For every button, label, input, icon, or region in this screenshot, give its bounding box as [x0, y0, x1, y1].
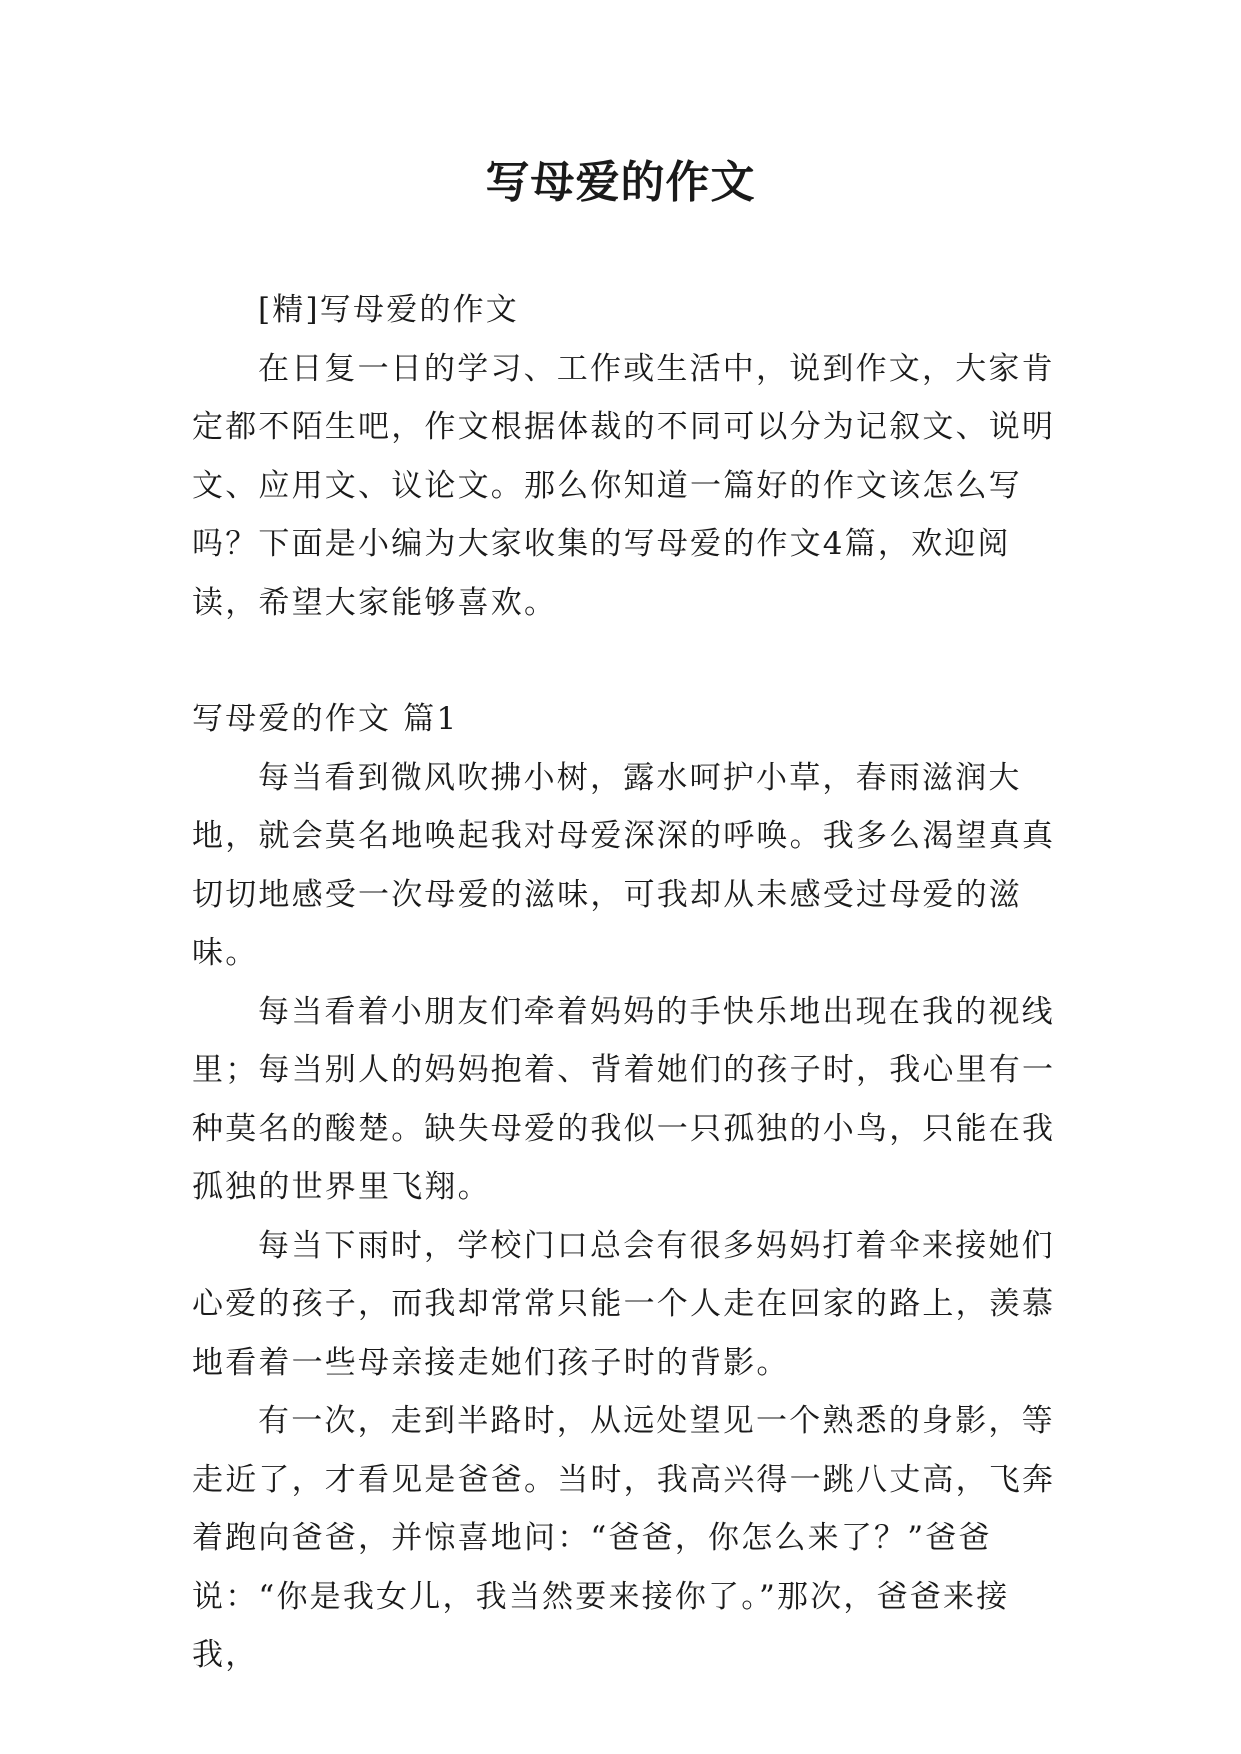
- essay-paragraph: 每当下雨时，学校门口总会有很多妈妈打着伞来接她们心爱的孩子，而我却常常只能一个人走在回家的路上，羡慕地看着一些母亲接走她们孩子时的背影。: [192, 1227, 1056, 1381]
- document-title: 写母爱的作文: [485, 157, 756, 208]
- essay-paragraph: 每当看着小朋友们牵着妈妈的手快乐地出现在我的视线里；每当别人的妈妈抱着、背着她们的孩子时，我心里有一种莫名的酸楚。缺失母爱的我似一只孤独的小鸟，只能在我孤独的世界里飞翔。: [192, 993, 1056, 1205]
- intro-paragraph: 在日复一日的学习、工作或生活中，说到作文，大家肯定都不陌生吧，作文根据体裁的不同可以分为记叙文、说明文、应用文、议论文。那么你知道一篇好的作文该怎么写吗？下面是小编为大家收集的写母爱的作文4篇，欢迎阅读，希望大家能够喜欢。: [192, 350, 1056, 621]
- document-body: [192, 281, 1072, 1685]
- essay-paragraph: 有一次，走到半路时，从远处望见一个熟悉的身影，等走近了，才看见是爸爸。当时，我高兴得一跳八丈高，飞奔着跑向爸爸，并惊喜地问：“爸爸，你怎么来了？”爸爸说：“你是我女儿，我当然要来接你了。”那次，爸爸来接我，: [192, 1403, 1056, 1673]
- essay-paragraph: 每当看到微风吹拂小树，露水呵护小草，春雨滋润大地，就会莫名地唤起我对母爱深深的呼唤。我多么渴望真真切切地感受一次母爱的滋味，可我却从未感受过母爱的滋味。: [192, 759, 1056, 971]
- intro-heading: [精]写母爱的作文: [258, 292, 519, 328]
- section-gap: [192, 632, 1072, 690]
- section-heading: 写母爱的作文 篇1: [192, 701, 459, 737]
